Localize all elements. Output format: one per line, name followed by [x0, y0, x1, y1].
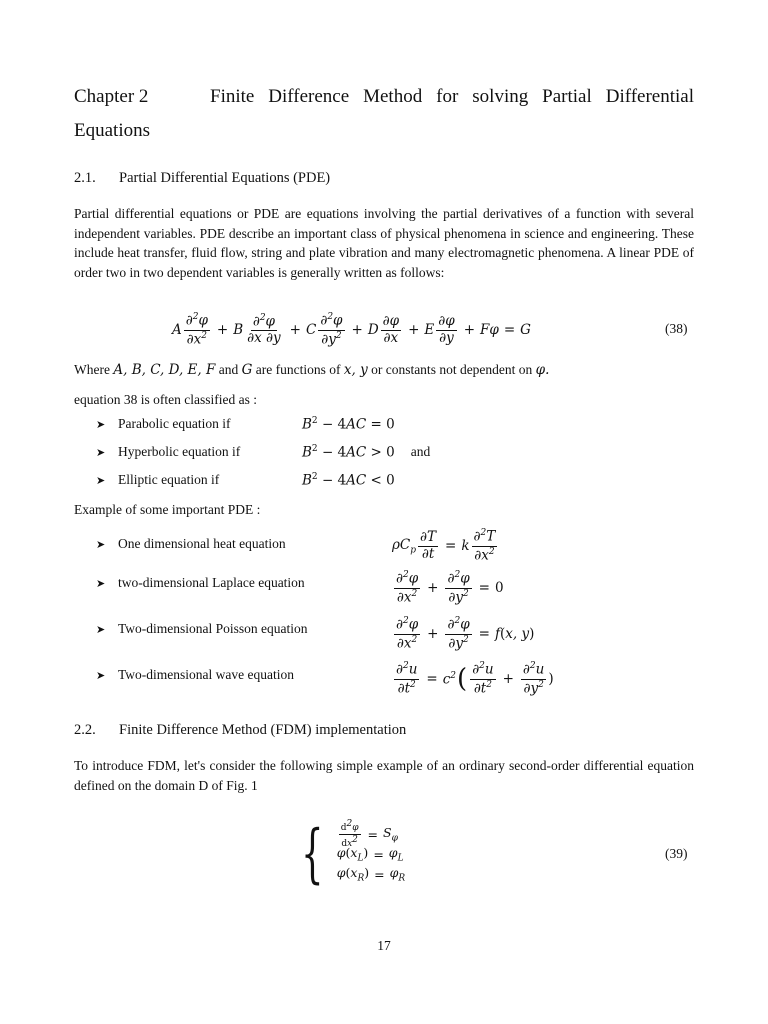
- example-label: Two-dimensional Poisson equation: [118, 621, 308, 636]
- arrow-bullet-icon: ➤: [96, 576, 106, 590]
- chapter-title: [74, 80, 694, 148]
- equation-38: A $\frac{\partial^2\varphi}{\partial x^2}$ + B $\frac{\partial^2\varphi}{\partial x \partial y}$ + C $\frac{\partial^2\varphi}{\partial y^2}$ + D $\frac{\partial\varphi}{\partial x}$ + E $\frac{\partial\varphi}{\partial y}$ + Fφ = G: [172, 312, 531, 347]
- example-heat: [96, 536, 286, 552]
- laplace-equation: $\frac{\partial^2\varphi}{\partial x^2}$ + $\frac{\partial^2\varphi}{\partial y^2}$ = 0: [396, 570, 504, 605]
- arrow-bullet-icon: ➤: [96, 668, 106, 682]
- example-label: two-dimensional Laplace equation: [118, 575, 305, 590]
- class-label: Elliptic equation if: [118, 472, 220, 488]
- class-label: Hyperbolic equation if: [118, 444, 241, 460]
- example-wave: [96, 667, 294, 683]
- where-mid: are functions of: [255, 362, 341, 377]
- intro-paragraph: Partial differential equations or PDE are equations involving the partial derivatives of a function with several independent variables. PDE describe an important class of physical phenomena in science and engineering. These include heat transfer, fluid flow, string and plate vibration and many electromagnetic phenomena. A linear PDE of order two in two dependent variables is generally written as follows:: [74, 206, 694, 280]
- wave-equation: $\frac{\partial^2u}{\partial t^2}$ = $c^2$ ( $\frac{\partial^2u}{\partial t^2}$ + $\frac{\partial^2u}{\partial y^2}$ ): [396, 661, 554, 696]
- chapter-title-line2: Equations: [74, 120, 150, 141]
- example-poisson: [96, 621, 308, 637]
- where-vars: A, B, C, D, E, F: [113, 362, 216, 378]
- where-g: G: [241, 362, 253, 378]
- where-xy: x, y: [343, 362, 368, 378]
- arrow-bullet-icon: ➤: [96, 622, 106, 636]
- eq39-line1: $\frac{d^2\varphi}{dx^2}$ = $S_\varphi$: [340, 819, 398, 849]
- heat-equation: $\rho C_p$ $\frac{\partial T}{\partial t}$ = k $\frac{\partial^2T}{\partial x^2}$: [392, 528, 496, 563]
- class-suffix: and: [410, 444, 431, 460]
- class-condition: > 0: [370, 444, 395, 461]
- fdm-paragraph: To introduce FDM, let's consider the following simple example of an ordinary second-order differential equation defined on the domain D of Fig. 1: [74, 758, 694, 793]
- examples-intro: Example of some important PDE :: [74, 502, 261, 517]
- where-phi: φ.: [535, 362, 550, 378]
- left-brace: {: [301, 817, 324, 891]
- class-item-elliptic: ➤ Elliptic equation if $B^2 - 4AC < 0$: [96, 472, 395, 489]
- where-end: or constants not dependent on: [371, 362, 533, 377]
- example-laplace: [96, 575, 305, 591]
- eq39-line3: $\varphi(x_R)$ = $\varphi_R$: [336, 864, 406, 884]
- page-number: 17: [377, 938, 391, 953]
- chapter-title-line1: Finite Difference Method for solving Partial Differential: [210, 86, 694, 107]
- section-heading-2-2: [74, 722, 406, 739]
- arrow-bullet-icon: ➤: [96, 445, 106, 459]
- section-title: Finite Difference Method (FDM) implementation: [119, 722, 407, 738]
- section-heading-2-1: [74, 170, 330, 187]
- chapter-number: Chapter 2: [74, 86, 149, 107]
- class-condition: = 0: [370, 416, 395, 433]
- section-number: 2.2.: [74, 722, 96, 738]
- equation-39-number: (39): [665, 846, 688, 861]
- arrow-bullet-icon: ➤: [96, 537, 106, 551]
- arrow-bullet-icon: ➤: [96, 417, 106, 431]
- equation-38-number: (38): [665, 321, 688, 336]
- where-line: [74, 360, 694, 381]
- example-label: One dimensional heat equation: [118, 536, 286, 551]
- arrow-bullet-icon: ➤: [96, 473, 106, 487]
- example-label: Two-dimensional wave equation: [118, 667, 295, 682]
- section-title: Partial Differential Equations (PDE): [119, 170, 331, 186]
- where-prefix: Where: [74, 362, 110, 377]
- classified-text: equation 38 is often classified as :: [74, 392, 257, 407]
- where-and: and: [218, 362, 239, 377]
- eq39-line2: $\varphi(x_L)$ = $\varphi_L$: [336, 844, 404, 864]
- poisson-equation: $\frac{\partial^2\varphi}{\partial x^2}$ + $\frac{\partial^2\varphi}{\partial y^2}$ = f(x, y): [396, 616, 535, 651]
- class-item-hyperbolic: ➤ Hyperbolic equation if $B^2 - 4AC > 0$ and: [96, 444, 431, 461]
- section-number: 2.1.: [74, 170, 96, 186]
- class-label: Parabolic equation if: [118, 416, 231, 432]
- class-item-parabolic: ➤ Parabolic equation if $B^2 - 4AC = 0$: [96, 416, 395, 433]
- equation-39: [292, 817, 406, 891]
- class-condition: < 0: [370, 472, 395, 489]
